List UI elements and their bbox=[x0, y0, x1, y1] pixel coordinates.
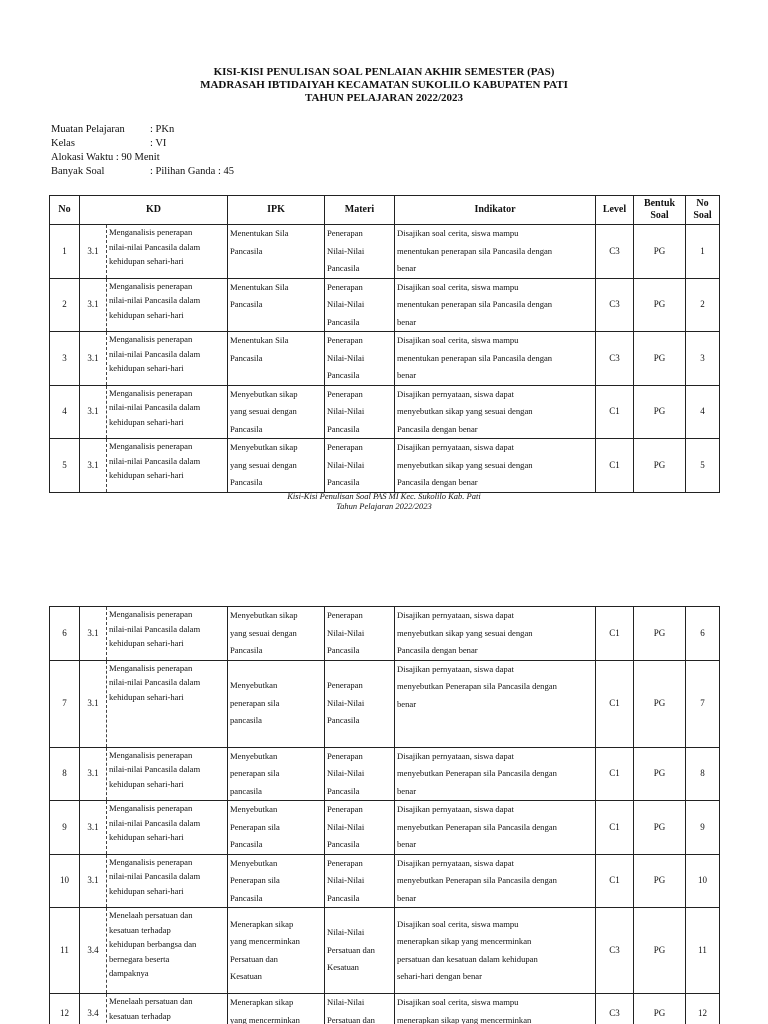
row-indikator-line: benar bbox=[397, 316, 417, 327]
row-ipk bbox=[228, 439, 325, 493]
row-level: C1 bbox=[596, 607, 634, 661]
row-ipk-line: pancasila bbox=[230, 715, 262, 726]
row-kd-text-line: Menelaah persatuan dan bbox=[109, 910, 193, 920]
row-ipk-line: Pancasila bbox=[230, 245, 263, 256]
row-materi bbox=[325, 660, 395, 747]
row-ipk-line: Menentukan Sila bbox=[230, 281, 289, 292]
row-materi-line: Nilai-Nilai bbox=[327, 627, 365, 638]
col-no-soal bbox=[686, 196, 720, 225]
row-kd-text bbox=[107, 225, 228, 279]
row-no: 12 bbox=[50, 994, 80, 1024]
row-indikator-line: benar bbox=[397, 698, 417, 709]
kisi-table-page1 bbox=[49, 195, 720, 493]
row-ipk-line: Kesatuan bbox=[230, 971, 262, 981]
row-materi-line: Nilai-Nilai bbox=[327, 997, 365, 1007]
row-indikator-line: menyebutkan Penerapan sila Pancasila dengan bbox=[397, 875, 557, 885]
meta-banyak-label: Banyak Soal bbox=[51, 166, 105, 177]
row-kd-text-line: nilai-nilai Pancasila dalam bbox=[109, 455, 201, 466]
row-bentuk: PG bbox=[634, 660, 686, 747]
row-materi-line: Penerapan bbox=[327, 804, 363, 814]
row-nosoal: 11 bbox=[686, 908, 720, 994]
row-kd-text bbox=[107, 332, 228, 386]
page-footer-line1: Kisi-Kisi Penulisan Soal PAS MI Kec. Sukolilo Kab. Pati bbox=[287, 491, 481, 501]
row-indikator bbox=[395, 439, 596, 493]
row-kd-text bbox=[107, 607, 228, 661]
row-ipk-line: Pancasila bbox=[230, 423, 263, 434]
col-bentuk-line2: Soal bbox=[650, 210, 669, 221]
table-row bbox=[50, 660, 720, 747]
row-indikator-line: Disajikan soal cerita, siswa mampu bbox=[397, 918, 519, 929]
meta-muatan-value: : PKn bbox=[150, 124, 175, 135]
row-indikator-line: Disajikan pernyataan, siswa dapat bbox=[397, 857, 514, 868]
row-ipk-line: Pancasila bbox=[230, 892, 263, 903]
row-no: 2 bbox=[50, 278, 80, 332]
row-kd-text-line: kehidupan sehari-hari bbox=[109, 885, 184, 896]
row-materi-line: Nilai-Nilai bbox=[327, 406, 365, 416]
row-no: 4 bbox=[50, 385, 80, 439]
table-row bbox=[50, 278, 720, 332]
row-kd-text-line: nilai-nilai Pancasila dalam bbox=[109, 817, 201, 828]
row-ipk bbox=[228, 747, 325, 801]
row-ipk bbox=[228, 908, 325, 994]
row-nosoal: 4 bbox=[686, 385, 720, 439]
row-indikator-line: Disajikan soal cerita, siswa mampu bbox=[397, 997, 519, 1007]
row-materi bbox=[325, 332, 395, 386]
row-kd-text-line: Menganalisis penerapan bbox=[109, 803, 193, 813]
row-nosoal: 9 bbox=[686, 801, 720, 855]
row-ipk bbox=[228, 854, 325, 908]
row-ipk-line: penerapan sila bbox=[230, 768, 280, 778]
row-level: C3 bbox=[596, 908, 634, 994]
row-ipk bbox=[228, 332, 325, 386]
row-ipk-line: Menyebutkan bbox=[230, 680, 278, 691]
row-indikator-line: benar bbox=[397, 892, 417, 903]
row-materi-line: Pancasila bbox=[327, 785, 360, 796]
row-materi-line: Kesatuan bbox=[327, 962, 359, 973]
row-kd-text-line: nilai-nilai Pancasila dalam bbox=[109, 402, 201, 412]
row-materi-line: Pancasila bbox=[327, 316, 360, 327]
row-materi-line: Nilai-Nilai bbox=[327, 459, 365, 470]
row-ipk-line: Menyebutkan sikap bbox=[230, 388, 298, 399]
row-ipk-line: Persatuan dan bbox=[230, 953, 278, 964]
row-bentuk: PG bbox=[634, 747, 686, 801]
row-ipk-line: yang mencerminkan bbox=[230, 936, 300, 946]
row-kd-text bbox=[107, 385, 228, 439]
row-ipk-line: Menerapkan sikap bbox=[230, 997, 294, 1007]
row-kd-text bbox=[107, 278, 228, 332]
col-ipk: IPK bbox=[228, 196, 325, 225]
table-row bbox=[50, 908, 720, 994]
row-materi bbox=[325, 278, 395, 332]
row-nosoal: 3 bbox=[686, 332, 720, 386]
col-no: No bbox=[50, 196, 80, 225]
row-nosoal: 5 bbox=[686, 439, 720, 493]
table-row bbox=[50, 801, 720, 855]
col-bentuk-line1: Bentuk bbox=[643, 198, 676, 209]
table-row bbox=[50, 439, 720, 493]
row-indikator bbox=[395, 332, 596, 386]
row-kd-text-line: nilai-nilai Pancasila dalam bbox=[109, 623, 201, 634]
row-materi-line: Pancasila bbox=[327, 477, 360, 487]
row-ipk bbox=[228, 660, 325, 747]
row-kd-text-line: nilai-nilai Pancasila dalam bbox=[109, 764, 201, 774]
row-materi bbox=[325, 854, 395, 908]
table-row bbox=[50, 225, 720, 279]
row-materi-line: Pancasila bbox=[327, 892, 360, 903]
row-kd-text-line: Menganalisis penerapan bbox=[109, 662, 193, 673]
row-materi-line: Nilai-Nilai bbox=[327, 299, 365, 309]
row-ipk-line: Pancasila bbox=[230, 839, 263, 849]
col-nosoal-line2: Soal bbox=[693, 210, 712, 221]
row-ipk bbox=[228, 385, 325, 439]
row-kd-text-line: kehidupan sehari-hari bbox=[109, 691, 184, 702]
row-materi-line: Nilai-Nilai bbox=[327, 821, 365, 832]
row-bentuk: PG bbox=[634, 332, 686, 386]
row-materi-line: Pancasila bbox=[327, 839, 360, 849]
row-materi bbox=[325, 439, 395, 493]
row-materi bbox=[325, 908, 395, 994]
doc-title-line3: TAHUN PELAJARAN 2022/2023 bbox=[304, 92, 464, 104]
row-ipk-line: Menyebutkan bbox=[230, 857, 278, 868]
row-no: 3 bbox=[50, 332, 80, 386]
col-level: Level bbox=[596, 196, 634, 225]
row-materi-line: Pancasila bbox=[327, 715, 360, 726]
row-kd-number: 3.1 bbox=[80, 385, 107, 439]
row-no: 11 bbox=[50, 908, 80, 994]
row-materi-line: Nilai-Nilai bbox=[327, 875, 365, 885]
col-indikator: Indikator bbox=[395, 196, 596, 225]
row-level: C3 bbox=[596, 332, 634, 386]
row-kd-text-line: kehidupan sehari-hari bbox=[109, 309, 184, 320]
row-kd-text-line: kehidupan sehari-hari bbox=[109, 416, 184, 427]
row-ipk-line: Menyebutkan sikap bbox=[230, 610, 298, 620]
row-materi-line: Penerapan bbox=[327, 281, 363, 292]
row-kd-text bbox=[107, 660, 228, 747]
row-ipk-line: yang mencerminkan bbox=[230, 1014, 300, 1024]
doc-title-line1: KISI-KISI PENULISAN SOAL PENLAIAN AKHIR SEMESTER (PAS) bbox=[213, 66, 555, 78]
row-nosoal: 7 bbox=[686, 660, 720, 747]
row-materi bbox=[325, 385, 395, 439]
row-nosoal: 1 bbox=[686, 225, 720, 279]
row-no: 6 bbox=[50, 607, 80, 661]
row-indikator-line: Disajikan pernyataan, siswa dapat bbox=[397, 610, 514, 620]
row-bentuk: PG bbox=[634, 801, 686, 855]
row-kd-number: 3.1 bbox=[80, 278, 107, 332]
row-indikator bbox=[395, 225, 596, 279]
row-indikator-line: menyebutkan Penerapan sila Pancasila dengan bbox=[397, 768, 557, 778]
meta-muatan-label: Muatan Pelajaran bbox=[51, 124, 125, 135]
row-ipk-line: Penerapan sila bbox=[230, 875, 280, 885]
row-kd-text bbox=[107, 801, 228, 855]
row-materi bbox=[325, 747, 395, 801]
row-kd-text-line: Menganalisis penerapan bbox=[109, 387, 193, 398]
row-indikator-line: Pancasila dengan benar bbox=[397, 645, 478, 655]
meta-kelas bbox=[51, 137, 166, 150]
row-indikator-line: benar bbox=[397, 370, 417, 380]
row-no: 1 bbox=[50, 225, 80, 279]
row-nosoal: 8 bbox=[686, 747, 720, 801]
table-row bbox=[50, 332, 720, 386]
row-ipk-line: Penerapan sila bbox=[230, 821, 280, 832]
row-kd-number: 3.1 bbox=[80, 854, 107, 908]
row-materi-line: Penerapan bbox=[327, 442, 363, 452]
row-materi-line: Pancasila bbox=[327, 645, 360, 655]
row-ipk-line: Menyebutkan bbox=[230, 804, 278, 814]
row-indikator bbox=[395, 607, 596, 661]
row-ipk-line: Menentukan Sila bbox=[230, 335, 289, 345]
row-ipk-line: pancasila bbox=[230, 785, 262, 796]
row-indikator-line: Disajikan pernyataan, siswa dapat bbox=[397, 442, 514, 452]
row-nosoal: 6 bbox=[686, 607, 720, 661]
row-kd-text-line: Menganalisis penerapan bbox=[109, 856, 193, 867]
row-ipk-line: yang sesuai dengan bbox=[230, 627, 297, 638]
row-materi-line: Penerapan bbox=[327, 335, 363, 345]
row-kd-text-line: Menganalisis penerapan bbox=[109, 227, 193, 237]
row-ipk-line: Pancasila bbox=[230, 645, 263, 655]
row-materi-line: Nilai-Nilai bbox=[327, 352, 365, 363]
row-materi-line: Penerapan bbox=[327, 750, 363, 761]
row-indikator-line: Disajikan pernyataan, siswa dapat bbox=[397, 804, 514, 814]
row-kd-text-line: Menganalisis penerapan bbox=[109, 749, 193, 760]
table-row bbox=[50, 854, 720, 908]
meta-kelas-value: : VI bbox=[150, 138, 167, 149]
row-kd-text bbox=[107, 439, 228, 493]
row-ipk-line: Menentukan Sila bbox=[230, 228, 289, 238]
row-ipk-line: Pancasila bbox=[230, 352, 263, 363]
row-kd-text-line: kehidupan berbangsa dan bbox=[109, 939, 197, 949]
row-indikator-line: Disajikan pernyataan, siswa dapat bbox=[397, 663, 514, 674]
row-materi-line: Pancasila bbox=[327, 263, 360, 273]
row-kd-number: 3.1 bbox=[80, 607, 107, 661]
row-kd-text-line: kehidupan sehari-hari bbox=[109, 778, 184, 789]
row-kd-text-line: dampaknya bbox=[109, 968, 149, 978]
row-indikator-line: Disajikan pernyataan, siswa dapat bbox=[397, 750, 514, 761]
row-indikator-line: sehari-hari dengan benar bbox=[397, 971, 482, 981]
row-nosoal: 12 bbox=[686, 994, 720, 1024]
row-indikator-line: benar bbox=[397, 839, 417, 849]
col-nosoal-line1: No bbox=[696, 198, 709, 209]
row-level: C1 bbox=[596, 385, 634, 439]
row-kd-text-line: Menganalisis penerapan bbox=[109, 280, 193, 291]
row-level: C3 bbox=[596, 225, 634, 279]
col-bentuk-soal bbox=[634, 196, 686, 225]
row-indikator-line: menyebutkan sikap yang sesuai dengan bbox=[397, 459, 533, 470]
row-indikator bbox=[395, 994, 596, 1024]
row-materi bbox=[325, 801, 395, 855]
row-indikator bbox=[395, 747, 596, 801]
row-indikator-line: Disajikan pernyataan, siswa dapat bbox=[397, 388, 514, 399]
row-ipk-line: yang sesuai dengan bbox=[230, 459, 297, 470]
page-footer-line2: Tahun Pelajaran 2022/2023 bbox=[336, 501, 432, 511]
row-level: C1 bbox=[596, 854, 634, 908]
row-kd-text-line: nilai-nilai Pancasila dalam bbox=[109, 348, 201, 359]
row-kd-number: 3.1 bbox=[80, 332, 107, 386]
doc-title-line2: MADRASAH IBTIDAIYAH KECAMATAN SUKOLILO KABUPATEN PATI bbox=[200, 79, 568, 91]
row-materi-line: Nilai-Nilai bbox=[327, 245, 365, 256]
row-no: 7 bbox=[50, 660, 80, 747]
row-materi-line: Persatuan dan bbox=[327, 944, 375, 955]
row-kd-text-line: kehidupan sehari-hari bbox=[109, 832, 184, 842]
row-indikator-line: Disajikan soal cerita, siswa mampu bbox=[397, 335, 519, 345]
row-kd-text-line: kehidupan sehari-hari bbox=[109, 256, 184, 266]
row-kd-text-line: Menganalisis penerapan bbox=[109, 334, 193, 344]
row-materi-line: Penerapan bbox=[327, 857, 363, 868]
row-kd-text bbox=[107, 994, 228, 1024]
row-materi bbox=[325, 607, 395, 661]
row-indikator-line: menyebutkan sikap yang sesuai dengan bbox=[397, 627, 533, 638]
row-indikator-line: Pancasila dengan benar bbox=[397, 477, 478, 487]
row-no: 9 bbox=[50, 801, 80, 855]
table-header-row bbox=[50, 196, 720, 225]
row-level: C3 bbox=[596, 278, 634, 332]
row-materi-line: Nilai-Nilai bbox=[327, 697, 365, 708]
row-materi-line: Pancasila bbox=[327, 370, 360, 380]
row-ipk bbox=[228, 607, 325, 661]
row-kd-text bbox=[107, 747, 228, 801]
row-level: C1 bbox=[596, 747, 634, 801]
row-kd-number: 3.4 bbox=[80, 908, 107, 994]
row-bentuk: PG bbox=[634, 854, 686, 908]
row-kd-number: 3.1 bbox=[80, 439, 107, 493]
row-level: C1 bbox=[596, 439, 634, 493]
row-kd-text-line: bernegara beserta bbox=[109, 953, 170, 964]
row-ipk-line: Pancasila bbox=[230, 299, 263, 309]
row-indikator-line: menyebutkan sikap yang sesuai dengan bbox=[397, 406, 533, 416]
row-indikator bbox=[395, 278, 596, 332]
row-kd-number: 3.1 bbox=[80, 801, 107, 855]
row-kd-text-line: nilai-nilai Pancasila dalam bbox=[109, 677, 201, 687]
row-materi-line: Penerapan bbox=[327, 680, 363, 691]
row-kd-text-line: Menganalisis penerapan bbox=[109, 609, 193, 619]
row-indikator bbox=[395, 908, 596, 994]
row-materi-line: Nilai-Nilai bbox=[327, 927, 365, 938]
row-bentuk: PG bbox=[634, 278, 686, 332]
row-ipk bbox=[228, 801, 325, 855]
kisi-table-page2 bbox=[49, 606, 720, 1024]
row-ipk-line: Pancasila bbox=[230, 477, 263, 487]
row-ipk-line: Menyebutkan bbox=[230, 750, 278, 761]
row-kd-text-line: kehidupan sehari-hari bbox=[109, 470, 184, 480]
row-no: 5 bbox=[50, 439, 80, 493]
row-kd-text-line: kesatuan terhadap bbox=[109, 924, 171, 935]
row-indikator-line: menentukan penerapan sila Pancasila dengan bbox=[397, 245, 553, 256]
row-kd-text-line: Menganalisis penerapan bbox=[109, 441, 193, 451]
row-bentuk: PG bbox=[634, 607, 686, 661]
row-ipk-line: Menerapkan sikap bbox=[230, 918, 294, 929]
row-indikator-line: menerapkan sikap yang mencerminkan bbox=[397, 1014, 532, 1024]
row-kd-text-line: kehidupan sehari-hari bbox=[109, 363, 184, 373]
row-indikator-line: menentukan penerapan sila Pancasila dengan bbox=[397, 299, 553, 309]
row-indikator bbox=[395, 854, 596, 908]
row-kd-number: 3.1 bbox=[80, 660, 107, 747]
row-indikator-line: menerapkan sikap yang mencerminkan bbox=[397, 936, 532, 946]
col-kd: KD bbox=[80, 196, 228, 225]
meta-kelas-label: Kelas bbox=[51, 138, 75, 149]
row-kd-text-line: Menelaah persatuan dan bbox=[109, 996, 193, 1006]
row-ipk bbox=[228, 225, 325, 279]
col-materi: Materi bbox=[325, 196, 395, 225]
row-kd-text bbox=[107, 908, 228, 994]
row-indikator-line: Pancasila dengan benar bbox=[397, 423, 478, 434]
row-indikator-line: Disajikan soal cerita, siswa mampu bbox=[397, 228, 519, 238]
row-materi bbox=[325, 225, 395, 279]
row-materi-line: Pancasila bbox=[327, 423, 360, 434]
row-kd-number: 3.1 bbox=[80, 747, 107, 801]
row-indikator-line: persatuan dan kesatuan dalam kehidupan bbox=[397, 953, 538, 964]
row-kd-number: 3.1 bbox=[80, 225, 107, 279]
row-bentuk: PG bbox=[634, 385, 686, 439]
meta-alokasi: Alokasi Waktu : 90 Menit bbox=[51, 152, 160, 163]
row-indikator-line: menyebutkan Penerapan sila Pancasila dengan bbox=[397, 681, 557, 691]
row-bentuk: PG bbox=[634, 994, 686, 1024]
meta-muatan bbox=[51, 123, 174, 136]
row-kd-text bbox=[107, 854, 228, 908]
row-indikator bbox=[395, 385, 596, 439]
table-row bbox=[50, 747, 720, 801]
row-level: C1 bbox=[596, 660, 634, 747]
row-indikator bbox=[395, 801, 596, 855]
row-materi-line: Penerapan bbox=[327, 228, 363, 238]
row-materi-line: Penerapan bbox=[327, 610, 363, 620]
row-no: 10 bbox=[50, 854, 80, 908]
row-kd-text-line: nilai-nilai Pancasila dalam bbox=[109, 295, 201, 305]
row-ipk-line: yang sesuai dengan bbox=[230, 406, 297, 416]
row-kd-text-line: kehidupan sehari-hari bbox=[109, 638, 184, 648]
row-ipk-line: penerapan sila bbox=[230, 697, 280, 708]
meta-banyak bbox=[51, 165, 234, 178]
row-materi-line: Nilai-Nilai bbox=[327, 768, 365, 778]
row-materi bbox=[325, 994, 395, 1024]
row-materi-line: Penerapan bbox=[327, 388, 363, 399]
meta-banyak-value: : Pilihan Ganda : 45 bbox=[150, 166, 234, 177]
row-ipk bbox=[228, 994, 325, 1024]
row-kd-text-line: nilai-nilai Pancasila dalam bbox=[109, 871, 201, 881]
row-indikator-line: menentukan penerapan sila Pancasila dengan bbox=[397, 352, 553, 363]
row-indikator-line: benar bbox=[397, 785, 417, 796]
table-row bbox=[50, 385, 720, 439]
row-bentuk: PG bbox=[634, 225, 686, 279]
row-no: 8 bbox=[50, 747, 80, 801]
table-row bbox=[50, 994, 720, 1024]
row-ipk bbox=[228, 278, 325, 332]
row-kd-number: 3.4 bbox=[80, 994, 107, 1024]
row-kd-text-line: kesatuan terhadap bbox=[109, 1010, 171, 1021]
row-level: C1 bbox=[596, 801, 634, 855]
row-bentuk: PG bbox=[634, 439, 686, 493]
table-row bbox=[50, 607, 720, 661]
row-nosoal: 2 bbox=[686, 278, 720, 332]
row-ipk-line: Menyebutkan sikap bbox=[230, 442, 298, 452]
row-nosoal: 10 bbox=[686, 854, 720, 908]
row-indikator-line: Disajikan soal cerita, siswa mampu bbox=[397, 281, 519, 292]
row-kd-text-line: nilai-nilai Pancasila dalam bbox=[109, 241, 201, 252]
row-materi-line: Persatuan dan bbox=[327, 1014, 375, 1024]
row-level: C3 bbox=[596, 994, 634, 1024]
row-indikator-line: menyebutkan Penerapan sila Pancasila dengan bbox=[397, 821, 557, 832]
row-indikator bbox=[395, 660, 596, 747]
row-indikator-line: benar bbox=[397, 263, 417, 273]
row-bentuk: PG bbox=[634, 908, 686, 994]
